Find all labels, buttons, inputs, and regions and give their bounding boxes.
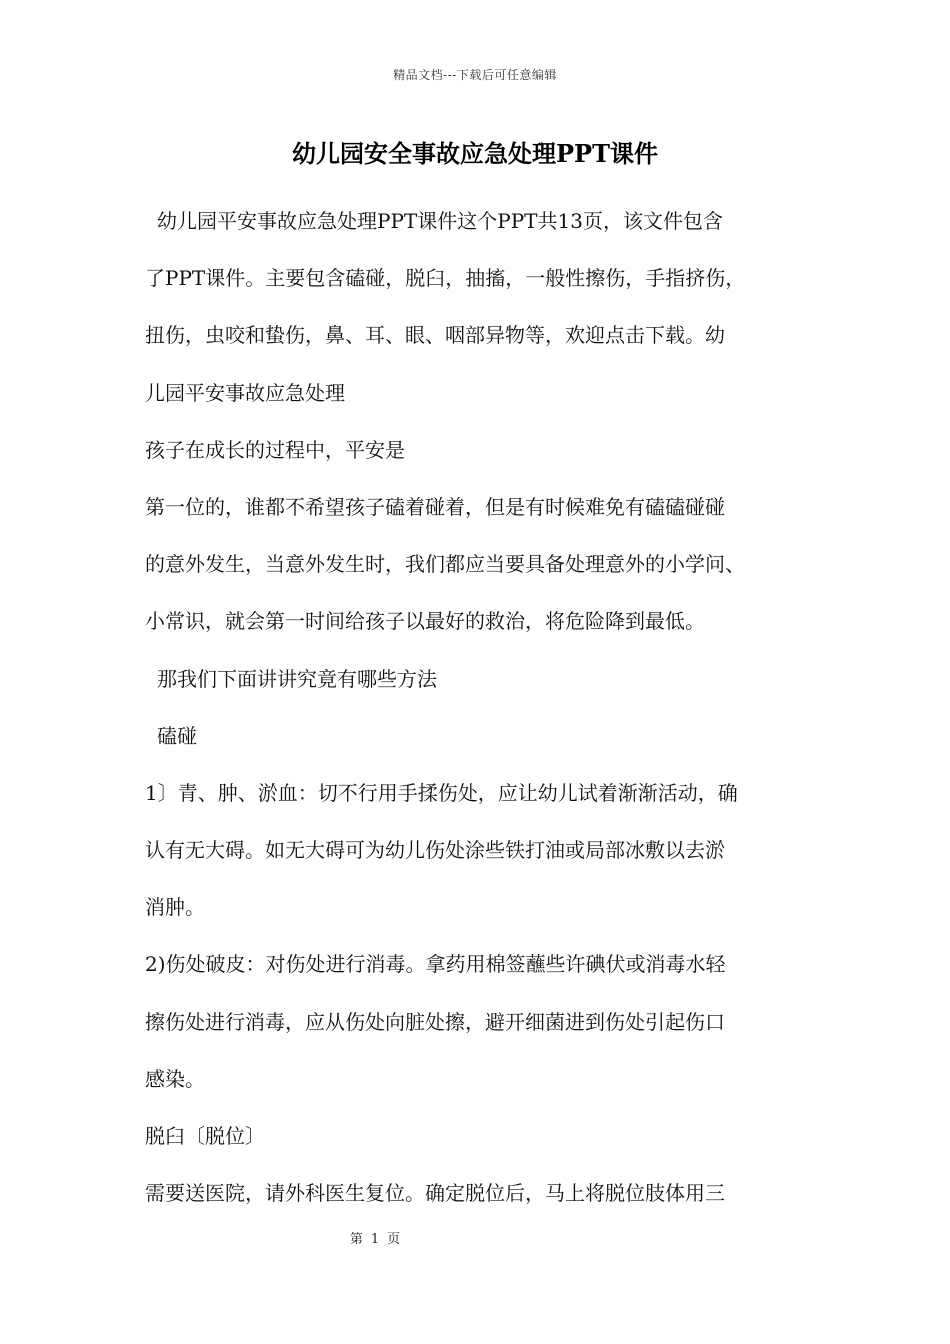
text-line: 儿园平安事故应急处理 bbox=[145, 380, 345, 405]
text-line: 孩子在成长的过程中，平安是 bbox=[145, 437, 405, 462]
text-line: 感染。 bbox=[145, 1066, 205, 1091]
page-footer bbox=[0, 1228, 750, 1247]
text-line: 第一位的，谁都不希望孩子磕着碰着，但是有时候难免有磕磕碰碰 bbox=[145, 494, 725, 519]
footer-prefix: 第 bbox=[349, 1232, 363, 1247]
text-line: 了PPT课件。主要包含磕碰，脱臼，抽搐，一般性擦伤，手指挤伤， bbox=[145, 266, 746, 291]
text-line: 消肿。 bbox=[145, 895, 205, 920]
text-line: 的意外发生，当意外发生时，我们都应当要具备处理意外的小学问、 bbox=[145, 552, 745, 577]
document-title: 幼儿园安全事故应急处理PPT课件 bbox=[292, 139, 658, 168]
text-line: 那我们下面讲讲究竟有哪些方法 bbox=[157, 666, 437, 691]
text-line: 扭伤，虫咬和蛰伤，鼻、耳、眼、咽部异物等，欢迎点击下载。幼 bbox=[145, 323, 725, 348]
text-line: 认有无大碍。如无大碍可为幼儿伤处涂些铁打油或局部冰敷以去淤 bbox=[145, 838, 725, 863]
text-line: 2)伤处破皮：对伤处进行消毒。拿药用棉签蘸些许碘伏或消毒水轻 bbox=[145, 952, 726, 977]
text-line: 幼儿园平安事故应急处理PPT课件这个PPT共13页，该文件包含 bbox=[157, 209, 723, 233]
text-line: 需要送医院，请外科医生复位。确定脱位后，马上将脱位肢体用三 bbox=[145, 1181, 725, 1206]
text-line: 脱臼〔脱位〕 bbox=[145, 1124, 265, 1148]
text-line: 磕碰 bbox=[157, 723, 197, 748]
header-note: 精品文档---下载后可任意编辑 bbox=[393, 68, 557, 82]
footer-suffix: 页 bbox=[387, 1232, 401, 1247]
text-line: 小常识，就会第一时间给孩子以最好的救治，将危险降到最低。 bbox=[145, 609, 705, 634]
page-number: 1 bbox=[370, 1232, 380, 1247]
text-line: 擦伤处进行消毒，应从伤处向脏处擦，避开细菌进到伤处引起伤口 bbox=[145, 1009, 725, 1034]
text-line: 1〕青、肿、淤血：切不行用手揉伤处，应让幼儿试着渐渐活动，确 bbox=[145, 780, 738, 805]
document-body bbox=[145, 207, 807, 1236]
